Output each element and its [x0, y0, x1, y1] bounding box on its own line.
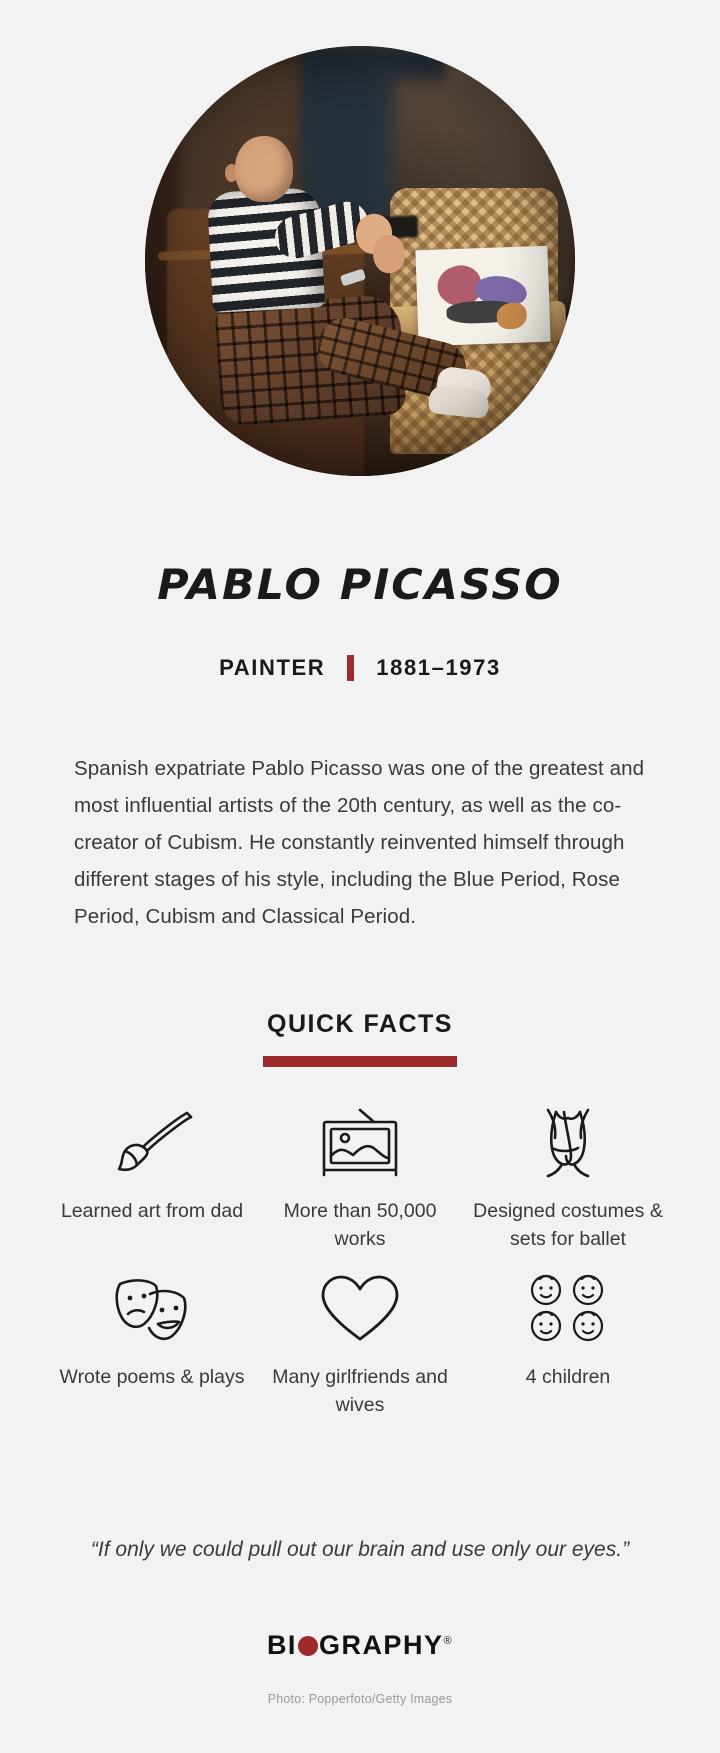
portrait-photo: [145, 46, 575, 476]
fact-item: [464, 1095, 672, 1253]
fact-label: More than 50,000 works: [283, 1200, 437, 1250]
separator-bar: [347, 655, 354, 681]
subtitle-row: [0, 655, 720, 681]
role-label: PAINTER: [219, 655, 326, 680]
fact-label: 4 children: [525, 1366, 611, 1388]
pull-quote: “If only we could pull out our brain and use only our eyes.”: [90, 1538, 630, 1561]
page-title: PABLO PICASSO: [157, 560, 563, 609]
fact-item: [48, 1261, 256, 1419]
logo-dot-icon: [298, 1636, 318, 1656]
paintbrush-icon: [109, 1095, 195, 1191]
framed-picture-icon: [314, 1095, 406, 1191]
figure-head: [235, 136, 293, 202]
photo-credit: Photo: Popperfoto/Getty Images: [267, 1692, 453, 1706]
ballet-shoes-icon: [526, 1095, 610, 1191]
theater-masks-icon: [106, 1261, 198, 1357]
fact-label: Designed costumes & sets for ballet: [473, 1200, 663, 1250]
quick-facts-heading: QUICK FACTS: [267, 1010, 453, 1038]
four-baby-faces-icon: [520, 1261, 616, 1357]
artwork-shape: [497, 302, 528, 329]
portrait-image: [145, 46, 575, 476]
quick-facts-grid: [48, 1095, 672, 1419]
fact-item: [464, 1261, 672, 1419]
fact-label: Learned art from dad: [60, 1200, 244, 1222]
fact-label: Wrote poems & plays: [59, 1366, 245, 1388]
logo-trademark: ®: [443, 1635, 454, 1647]
fact-item: [48, 1095, 256, 1253]
quick-facts-underline: [263, 1056, 457, 1067]
heart-icon: [315, 1261, 405, 1357]
biography-logo: [0, 1630, 720, 1661]
biography-text: Spanish expatriate Pablo Picasso was one of the greatest and most influential artists of the 20th century, as well as the co-creator of Cubism. He constantly reinvented himself through different stages of his style, including the Blue Period, Rose Period, Cubism and Classical Period.: [74, 757, 645, 928]
fact-item: [256, 1261, 464, 1419]
logo-text-before: BI: [266, 1630, 297, 1660]
logo-text-after: GRAPHY: [318, 1630, 444, 1660]
fact-label: Many girlfriends and wives: [272, 1366, 448, 1416]
years-label: 1881–1973: [376, 655, 501, 680]
artwork-drawing: [416, 246, 551, 347]
fact-item: [256, 1095, 464, 1253]
